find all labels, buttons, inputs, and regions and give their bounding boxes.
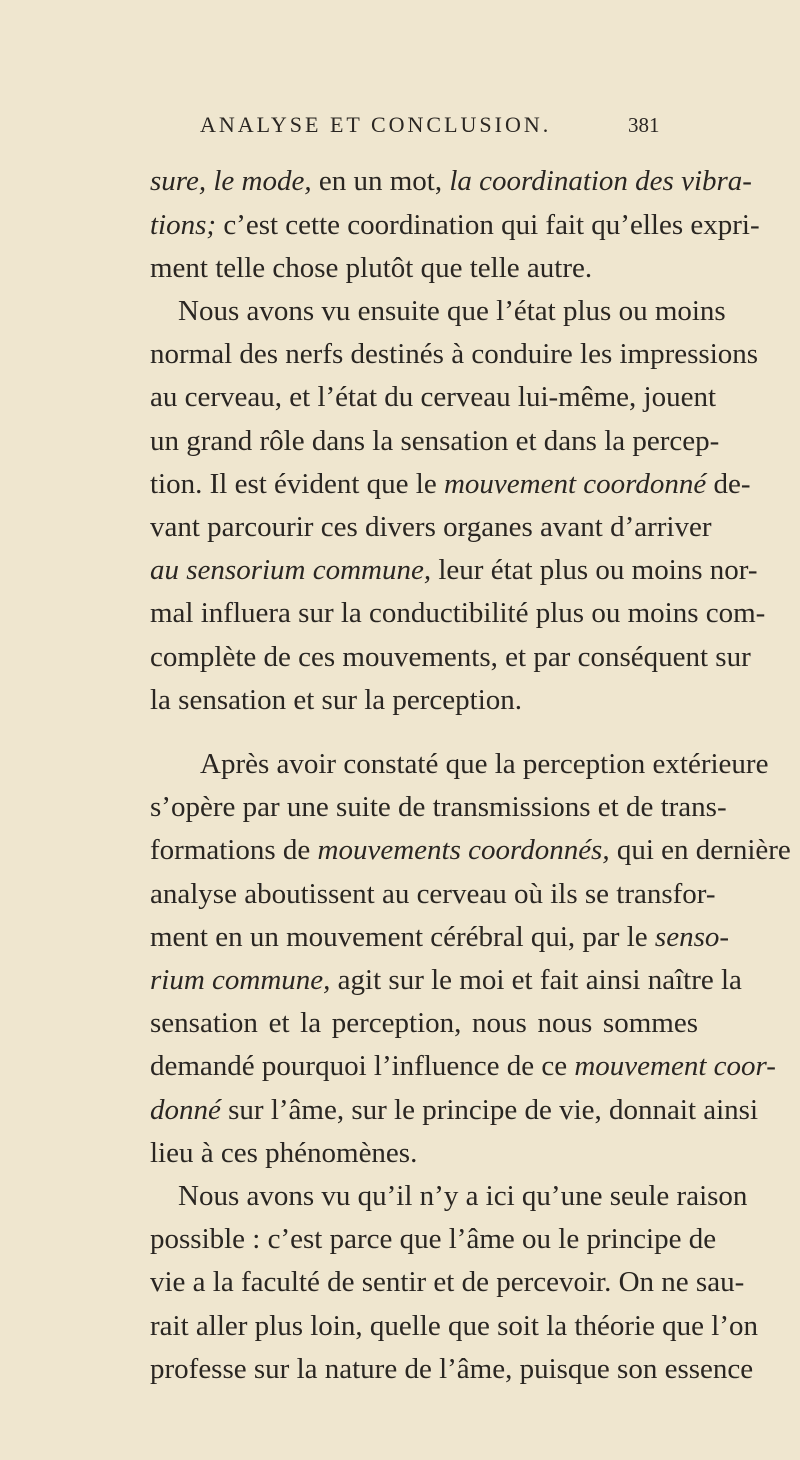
text-line [150,919,730,955]
running-title: ANALYSE ET CONCLUSION. [200,112,552,137]
line-text: sur l’âme, sur le principe de vie, donnait ainsi [220,1094,759,1126]
line-text: au cerveau, et l’état du cerveau lui-même, jouent [150,381,717,413]
text-line [150,962,742,998]
line-text: leur état plus ou moins nor- [431,554,758,586]
text-line [150,595,766,631]
italic-text: rium commune, [150,964,331,996]
text-line [150,509,712,545]
italic-text: mouvement coor- [574,1050,776,1082]
line-text: sensation et la perception, nous nous sommes [150,1007,698,1039]
text-line [150,1092,759,1128]
line-text: vant parcourir ces divers organes avant d’arriver [150,511,712,543]
italic-text: donné [150,1094,221,1126]
italic-text: mouvements coordonnés, [317,834,610,866]
line-text: Après avoir constaté que la perception extérieure [200,748,769,780]
line-text: ment en un mouvement cérébral qui, par le [150,921,655,953]
line-text: vie a la faculté de sentir et de percevoir. On ne sau- [150,1266,745,1298]
text-line [150,832,791,868]
text-line [150,466,751,502]
text-line [150,163,752,199]
text-line [150,207,760,243]
running-head [0,112,800,152]
line-text: qui en dernière [609,834,791,866]
italic-text: mouvement coordonné [443,468,707,500]
line-text: possible : c’est parce que l’âme ou le principe de [150,1223,717,1255]
italic-text: tions; [150,209,217,241]
line-text: professe sur la nature de l’âme, puisque son essence [150,1353,754,1385]
text-line [150,789,727,825]
line-text: la sensation et sur la perception. [150,684,523,716]
text-line [150,639,751,675]
line-text: ment telle chose plutôt que telle autre. [150,252,593,284]
line-text: s’opère par une suite de transmissions et de trans- [150,791,727,823]
text-line [150,682,698,718]
text-line [178,1178,748,1214]
line-text: agit sur le moi et fait ainsi naître la [330,964,742,996]
italic-text: la coordination des vibra- [449,165,752,197]
line-text: de- [706,468,751,500]
line-text: formations de [150,834,318,866]
italic-text: sure, le mode, [150,165,312,197]
text-line [150,1005,698,1041]
line-text: complète de ces mouvements, et par conséquent sur [150,641,751,673]
italic-text: au sensorium commune, [150,554,432,586]
line-text: un grand rôle dans la sensation et dans la percep- [150,425,720,457]
line-text: rait aller plus loin, quelle que soit la théorie que l’on [150,1310,759,1342]
text-line [178,293,726,329]
line-text: Nous avons vu ensuite que l’état plus ou moins [178,295,726,327]
text-line [150,1351,754,1387]
line-text: tion. Il est évident que le [150,468,444,500]
text-line [150,250,698,286]
line-text: normal des nerfs destinés à conduire les impressions [150,338,759,370]
italic-text: senso- [654,921,730,953]
line-text: demandé pourquoi l’influence de ce [150,1050,575,1082]
line-text: Nous avons vu qu’il n’y a ici qu’une seule raison [178,1180,748,1212]
text-line [150,379,717,415]
line-text: c’est cette coordination qui fait qu’elles expri- [216,209,760,241]
text-line [150,423,720,459]
text-line [150,552,758,588]
text-line [150,876,716,912]
text-line [150,1135,698,1171]
text-line [150,1048,776,1084]
text-line [150,1264,745,1300]
line-text: mal influera sur la conductibilité plus ou moins com- [150,597,766,629]
text-line [150,1221,717,1257]
text-line [200,746,769,782]
line-text: analyse aboutissent au cerveau où ils se transfor- [150,878,716,910]
text-line [150,1308,759,1344]
page-number: 381 [628,113,660,137]
text-line [150,336,759,372]
line-text: en un mot, [311,165,450,197]
line-text: lieu à ces phénomènes. [150,1137,418,1169]
